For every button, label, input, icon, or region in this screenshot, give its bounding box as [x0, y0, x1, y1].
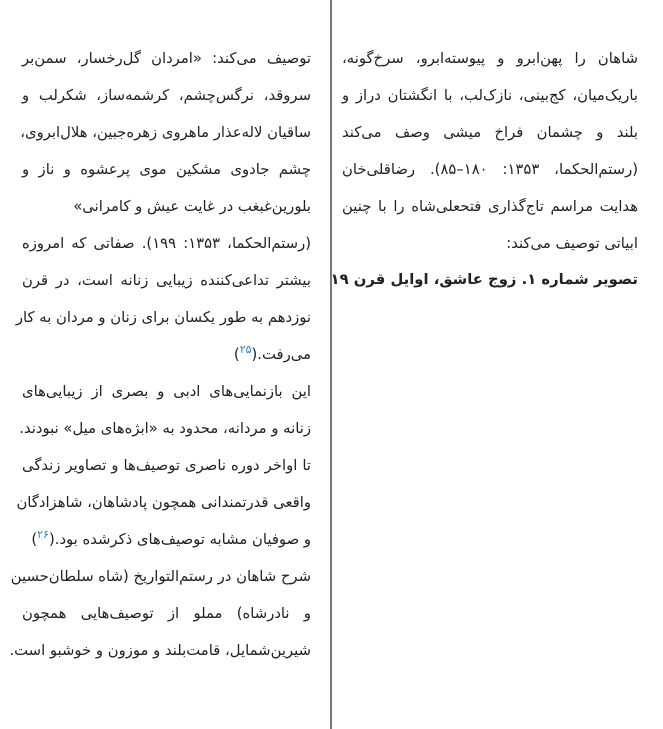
- text-line: سروقد، نرگس‌چشم، کرشمه‌ساز، شکرلب و: [22, 87, 311, 104]
- text-line: تا اواخر دوره ناصری توصیف‌ها و تصاویر زندگی: [22, 457, 311, 474]
- text-line: واقعی قدرتمندانی همچون پادشاهان، شاهزادگان: [16, 494, 311, 511]
- right-column: [330, 40, 638, 296]
- text-line: بلند و چشمان فراخ میشی وصف می‌کند: [342, 124, 638, 141]
- text-line: شاهان را پهن‌ابرو و پیوسته‌ابرو، سرخ‌گونه،: [342, 50, 638, 67]
- line-text: می‌رفت.(: [251, 346, 311, 363]
- text-line: ابیاتی توصیف می‌کند:: [506, 235, 638, 252]
- text-line: این بازنمایی‌های ادبی و بصری از زیبایی‌های: [22, 383, 311, 400]
- text-line: شرح شاهان در رستم‌التواریخ (شاه سلطان‌حسین: [10, 568, 311, 585]
- text-line: بلورین‌غبغب در غایت عیش و کامرانی»: [73, 198, 311, 215]
- footnote-ref-link[interactable]: ۲۵: [239, 343, 252, 357]
- text-line: [22, 521, 311, 558]
- text-line: ساقیان لاله‌عذار ماهروی زهره‌جبین، هلال‌ابروی،: [20, 124, 311, 141]
- line-text: ): [31, 531, 38, 548]
- text-line: [22, 336, 311, 373]
- line-text: ): [233, 346, 240, 363]
- text-line: شیرین‌شمایل، قامت‌بلند و موزون و خوشبو است.: [9, 642, 311, 659]
- text-line: چشم جادوی مشکین موی پرعشوه و ناز و: [22, 161, 311, 178]
- text-line: توصیف می‌کند: «امردان گل‌رخسار، سمن‌بر: [22, 50, 311, 67]
- text-line: زنانه و مردانه، محدود به «ابژه‌های میل» نبودند.: [19, 420, 311, 437]
- text-line: نوزدهم به طور یکسان برای زنان و مردان به کار: [15, 309, 311, 326]
- footnote-ref-link[interactable]: ۲۶: [37, 528, 49, 542]
- text-line: باریک‌میان، کج‌بینی، نازک‌لب، با انگشتان دراز و: [342, 87, 638, 104]
- text-line: (رستم‌الحکما، ۱۳۵۳: ۱۸۰–۸۵). رضاقلی‌خان: [342, 161, 638, 178]
- text-line: و نادرشاه) مملو از توصیف‌هایی همچون: [22, 605, 311, 622]
- text-line: (رستم‌الحکما، ۱۳۵۳: ۱۹۹). صفاتی که امروزه: [22, 235, 311, 252]
- line-text: و صوفیان مشابه توصیف‌های ذکرشده بود.(: [48, 531, 311, 548]
- text-line: بیشتر تداعی‌کننده زیبایی زنانه است، در قرن: [22, 272, 311, 289]
- figure-caption: تصویر شماره ۱. زوج عاشق، اوایل قرن ۱۹: [330, 271, 638, 288]
- column-divider: [330, 0, 332, 729]
- left-column: [9, 40, 311, 669]
- text-line: هدایت مراسم تاج‌گذاری فتحعلی‌شاه را با چنین: [342, 198, 638, 215]
